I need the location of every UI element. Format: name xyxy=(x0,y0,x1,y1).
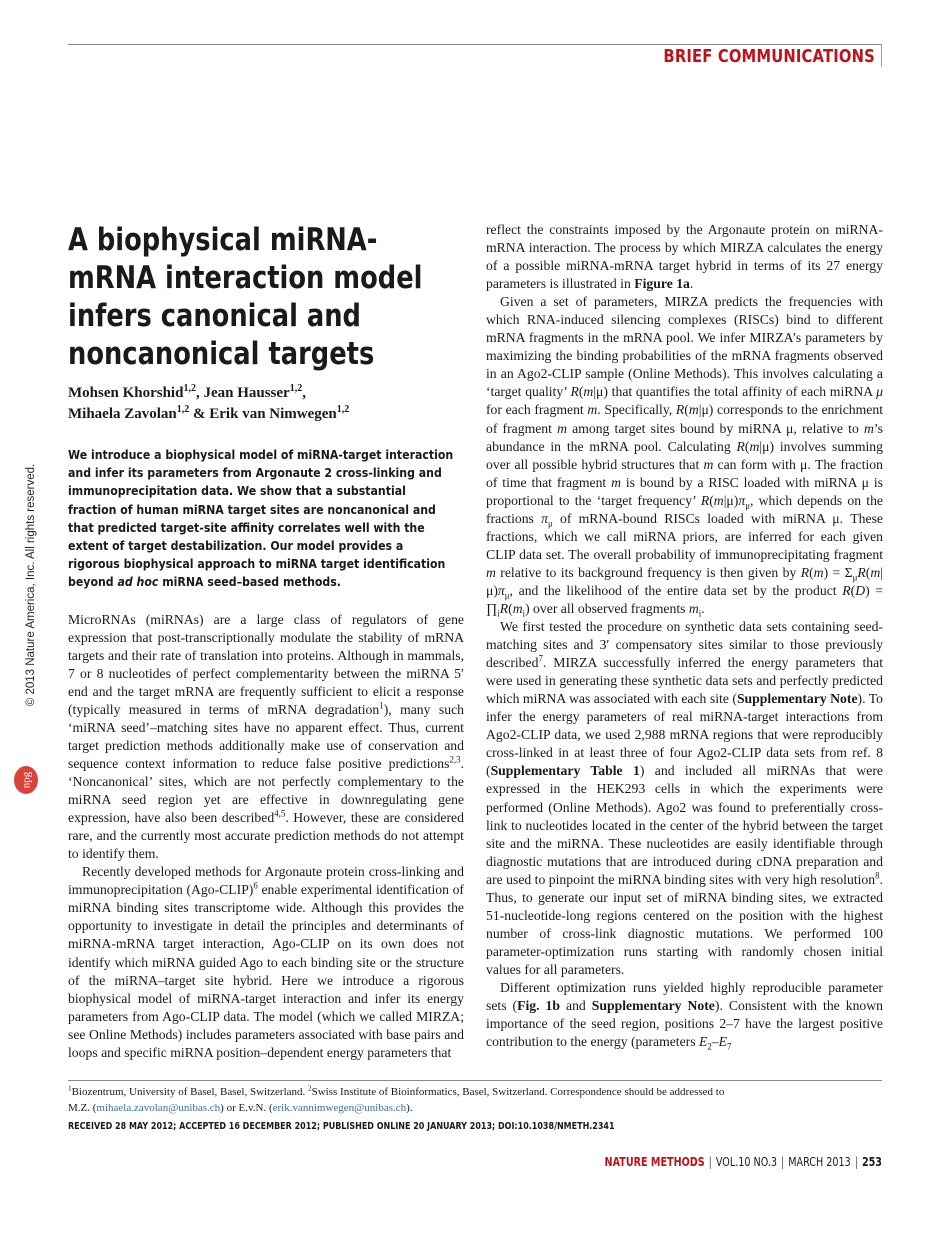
text-run: m xyxy=(870,564,881,580)
text-run: m xyxy=(512,600,523,616)
body-paragraph xyxy=(486,618,883,979)
author-affiliation: 1,2 xyxy=(183,383,196,394)
correspondence-text: ). xyxy=(406,1101,413,1114)
text-run: i xyxy=(522,608,526,619)
text-run: π xyxy=(541,510,548,526)
bold-reference: Supplementary Note xyxy=(736,691,858,707)
article-body xyxy=(68,221,883,1062)
author-name: Erik van Nimwegen xyxy=(209,406,337,422)
text-run: ( xyxy=(865,564,871,580)
text-run: R xyxy=(736,438,745,454)
header-rule xyxy=(68,44,882,45)
text-run: E xyxy=(698,1034,708,1050)
footnote-rule xyxy=(68,1080,882,1081)
text-run: |μ) that quantifies the total affinity of each miRNA xyxy=(593,384,877,400)
text-run: We introduce a biophysical model of miRNA-target interaction and infer its parameters from Argonaute 2 cross-linking and immunoprecipitation data. We show that a substantial fraction of human miRNA target sites are noncanonical and that predicted target-site affinity correlates well with the extent of target destabilization. Our model provides a rigorous biophysical approach to miRNA target identification beyond xyxy=(68,448,454,590)
text-run: ), many such ‘miRNA seed’–matching sites have no apparent effect. Thus, current target prediction methods additionally make use of conservation and sequence context information to reduce false positive predictions xyxy=(68,701,464,771)
text-run: μ xyxy=(504,590,510,601)
text-run: m xyxy=(749,438,760,454)
text-run: Different optimization runs yielded highly reproducible parameter sets ( xyxy=(486,979,883,1014)
title-line: A biophysical miRNA- xyxy=(68,222,378,258)
author-affiliation: 1,2 xyxy=(289,383,303,394)
affiliation-text: Swiss Institute of Bioinformatics, Basel, Switzerland. Correspondence should be addressed to xyxy=(311,1085,725,1098)
abstract-container xyxy=(68,446,464,592)
text-run: m xyxy=(713,492,724,508)
author-separator: , xyxy=(302,385,306,401)
citation-superscript: 7 xyxy=(538,653,543,664)
section-label: BRIEF COMMUNICATIONS xyxy=(663,46,875,67)
text-run: ( xyxy=(744,438,750,454)
text-run: R xyxy=(570,384,579,400)
bold-reference: Figure 1a xyxy=(634,276,690,292)
text-run: μ xyxy=(745,500,750,511)
text-run: μ xyxy=(876,384,883,400)
issue-date: MARCH 2013 xyxy=(788,1154,851,1169)
author-name: Mohsen Khorshid xyxy=(68,385,184,401)
author-list xyxy=(68,383,464,425)
bold-reference: Fig. 1b xyxy=(517,998,560,1014)
title-line: infers canonical and xyxy=(68,298,361,334)
text-run: m xyxy=(557,420,567,436)
text-run: reflect the constraints imposed by the Argonaute protein on miRNA-mRNA interaction. The process by which MIRZA calculates the energy of a possible miRNA-mRNA target hybrid in terms of its 27 energy parameters is illustrated in xyxy=(486,222,883,292)
text-run: D xyxy=(855,582,866,598)
title-line: mRNA interaction model xyxy=(68,260,423,296)
text-run: . MIRZA successfully inferred the energy parameters that were used in generating these synthetic data sets and perfectly predicted which miRNA was associated with each site ( xyxy=(486,655,883,707)
text-run: and xyxy=(560,998,592,1014)
body-paragraph xyxy=(486,979,883,1051)
npg-logo-icon xyxy=(14,766,38,794)
affiliation-number: 2 xyxy=(308,1084,312,1093)
text-run: among target sites bound by miRNA μ, relative to xyxy=(567,420,864,436)
text-run: . Specifically, xyxy=(597,402,676,418)
correspondence-text: ) or E.v.N. ( xyxy=(220,1101,273,1114)
page-number: 253 xyxy=(861,1154,882,1169)
text-run: R xyxy=(857,564,866,580)
affiliation-number: 1 xyxy=(68,1084,72,1093)
email-link-vannimwegen[interactable]: erik.vannimwegen@unibas.ch xyxy=(272,1101,407,1114)
text-run: |μ) corresponds to the enrichment of fragment xyxy=(486,402,884,436)
footer xyxy=(68,1080,882,1170)
body-paragraph xyxy=(68,611,464,864)
text-run: m xyxy=(583,384,594,400)
text-run: of mRNA-bound RISCs loaded with miRNA μ. These fractions, which we call miRNA priors, are inferred for each given CLIP data set. The overall probability of immunoprecipitating fragment xyxy=(486,510,883,562)
text-run: relative to its background frequency is then given by xyxy=(495,564,801,580)
separator: | xyxy=(708,1154,712,1169)
text-run: ). Consistent with the known importance of the seed region, positions 2–7 have the largest positive contribution to the energy (parameters xyxy=(486,998,884,1050)
text-run: μ xyxy=(547,518,553,529)
text-run: MicroRNAs (miRNAs) are a large class of regulators of gene expression that post-transcriptionally modulate the stability of mRNA targets and their rate of translation into proteins. Although in mammals, 7 or 8 nucleotides of perfect complementarity between the miRNA 5′ end and the target mRNA are frequently sufficient to elicit a response (typically measured in terms of mRNA degradation xyxy=(68,611,464,717)
volume-issue: VOL.10 NO.3 xyxy=(715,1154,778,1169)
text-run: m xyxy=(703,456,714,472)
text-run: ) = ∏ xyxy=(486,582,884,616)
author-affiliation: 1,2 xyxy=(336,404,350,415)
author-separator: & xyxy=(189,406,210,422)
text-run: , which depends on the fractions xyxy=(486,492,883,526)
title-line: noncanonical targets xyxy=(68,336,375,372)
citation-superscript: 1 xyxy=(379,700,384,711)
text-run: We first tested the procedure on synthetic data sets containing seed-matching sites and 3′ compensatory sites similar to those previously described xyxy=(486,619,883,671)
text-run: R xyxy=(675,402,685,418)
text-run: |μ) involves summing over all possible hybrid structures that xyxy=(486,438,883,472)
abstract xyxy=(68,446,455,592)
text-run: . ‘Noncanonical’ sites, which are not perfectly complementary to the miRNA seed region yet are effective in downregulating gene expression, have also been described xyxy=(68,756,464,826)
text-run: . However, these are considered rare, and the currently most accurate prediction methods do not attempt to identify them. xyxy=(68,810,464,862)
body-column-left xyxy=(68,611,464,1062)
citation-superscript: 4,5 xyxy=(274,808,286,819)
text-run: m xyxy=(813,564,824,580)
body-paragraph xyxy=(486,293,883,618)
text-run: 2 xyxy=(707,1041,712,1052)
author-affiliation: 1,2 xyxy=(176,404,190,415)
text-run: m xyxy=(688,600,699,616)
text-run: for each fragment xyxy=(486,402,588,418)
body-paragraph xyxy=(486,221,883,293)
header-vertical-rule xyxy=(881,44,882,67)
text-run: m xyxy=(587,402,598,418)
text-run: m xyxy=(486,564,496,580)
bold-reference: Supplementary Table 1 xyxy=(490,763,640,779)
text-run: |μ) xyxy=(486,564,883,598)
text-run: . xyxy=(689,276,694,292)
citation-superscript: 2,3 xyxy=(449,754,461,765)
text-run: ( xyxy=(508,600,513,616)
text-run: μ xyxy=(852,572,858,583)
text-run: i xyxy=(497,608,500,619)
text-run: , and the likelihood of the entire data set by the product xyxy=(509,582,843,598)
text-run: m xyxy=(688,402,699,418)
text-run: π xyxy=(497,582,505,598)
text-run: R xyxy=(842,582,851,598)
author-name: Mihaela Zavolan xyxy=(68,406,177,422)
author-separator: , xyxy=(195,385,204,401)
text-run: . xyxy=(701,600,705,616)
email-link-zavolan[interactable]: mihaela.zavolan@unibas.ch xyxy=(96,1101,221,1114)
text-run: is bound by a RISC loaded with miRNA μ is proportional to the ‘target frequency’ xyxy=(486,474,883,508)
separator: | xyxy=(781,1154,785,1169)
citation-superscript: 8 xyxy=(875,870,880,881)
text-run: ( xyxy=(578,384,584,400)
citation-superscript: 6 xyxy=(253,880,258,891)
text-run: can form with μ. The fraction of time that fragment xyxy=(486,456,883,490)
text-run: – xyxy=(711,1034,719,1050)
text-run: m xyxy=(611,474,621,490)
text-run: ( xyxy=(850,582,856,598)
copyright-notice: © 2013 Nature America, Inc. All rights reserved. xyxy=(25,463,37,707)
text-run: m xyxy=(863,420,874,436)
text-run: miRNA seed–based methods. xyxy=(158,575,341,590)
text-run: R xyxy=(499,600,509,616)
affiliations xyxy=(68,1084,868,1116)
text-run: ( xyxy=(809,564,814,580)
correspondence-text: M.Z. ( xyxy=(68,1101,97,1114)
npg-logo-text: npg xyxy=(20,771,32,789)
page-content xyxy=(68,221,883,1170)
publication-history: RECEIVED 28 MAY 2012; ACCEPTED 16 DECEMBER 2012; PUBLISHED ONLINE 20 JANUARY 2013; DOI:10.1038/NMETH.2341 xyxy=(68,1120,615,1132)
body-column-right xyxy=(486,221,883,1051)
text-run: i xyxy=(698,608,702,619)
text-run: ) and included all miRNAs that were expressed in the HEK293 cells in which the experiments were performed (Online Methods). Ago2 was found to preferentially cross-link to nucleotides located in the center of the hybrid between the target site and the miRNA. These nucleotides are easily identifiable through diagnostic mutations that are introduced during cDNA preparation and are used to pinpoint the miRNA binding sites with very high resolution xyxy=(486,763,883,887)
text-run: . Thus, to generate our input set of miRNA binding sites, we extracted 51-nucleotide-long regions centered on the position with the highest number of cross-link diagnostic mutations. We performed 100 parameter-optimization runs starting with randomly chosen initial values for all parameters. xyxy=(486,871,883,977)
author-name: Jean Hausser xyxy=(203,385,290,401)
text-run: ’s abundance in the mRNA pool. Calculating xyxy=(486,420,883,454)
text-run: ) = Σ xyxy=(823,564,853,580)
text-run: 7 xyxy=(727,1041,732,1052)
separator: | xyxy=(854,1154,858,1169)
text-run: π xyxy=(738,492,746,508)
affiliation-text: Biozentrum, University of Basel, Basel, Switzerland. xyxy=(71,1085,309,1098)
text-run: E xyxy=(718,1034,728,1050)
bold-reference: Supplementary Note xyxy=(591,998,715,1014)
text-run: R xyxy=(700,492,710,508)
text-run: Given a set of parameters, MIRZA predicts the frequencies with which RNA-induced silencing complexes (RISCs) bind to different mRNA fragments in the mRNA pool. We infer MIRZA’s parameters by maximizing the binding probabilities of the mRNA fragments observed in an Ago2-CLIP sample (Online Methods). This involves calculating a ‘target quality’ xyxy=(486,294,883,400)
text-run: enable experimental identification of miRNA binding sites transcriptome wide. Although this provides the opportunity to investigate in detail the principles and determinants of miRNA-mRNA target interaction, Ago-CLIP on its own does not identify which miRNA guided Ago to each binding site or the structure of the miRNA–target site hybrid. Here we introduce a rigorous biophysical model of miRNA-target interaction and infer its energy parameters from Ago-CLIP data. The model (which we called MIRZA; see Online Methods) includes parameters associated with base pairs and loops and specific miRNA position–dependent energy parameters that xyxy=(68,882,464,1060)
journal-name: NATURE METHODS xyxy=(604,1154,705,1169)
body-paragraph xyxy=(68,863,464,1062)
text-run: R xyxy=(800,564,810,580)
text-run: |μ) xyxy=(723,492,739,508)
text-run: ( xyxy=(709,492,714,508)
text-run: ( xyxy=(684,402,689,418)
text-run: ad hoc xyxy=(117,575,159,590)
text-run: ). To infer the energy parameters of real miRNA-target interactions from Ago2-CLIP data, we used 2,988 mRNA regions that were reproducibly cross-linked in at least three of four Ago2-CLIP data sets from ref. 8 ( xyxy=(486,691,883,779)
article-title xyxy=(68,221,464,373)
text-run: Recently developed methods for Argonaute protein cross-linking and immunoprecipitation (Ago-CLIP) xyxy=(68,864,464,898)
left-column xyxy=(68,221,464,1062)
page-footer xyxy=(231,1154,882,1170)
text-run: ) over all observed fragments xyxy=(525,600,689,616)
